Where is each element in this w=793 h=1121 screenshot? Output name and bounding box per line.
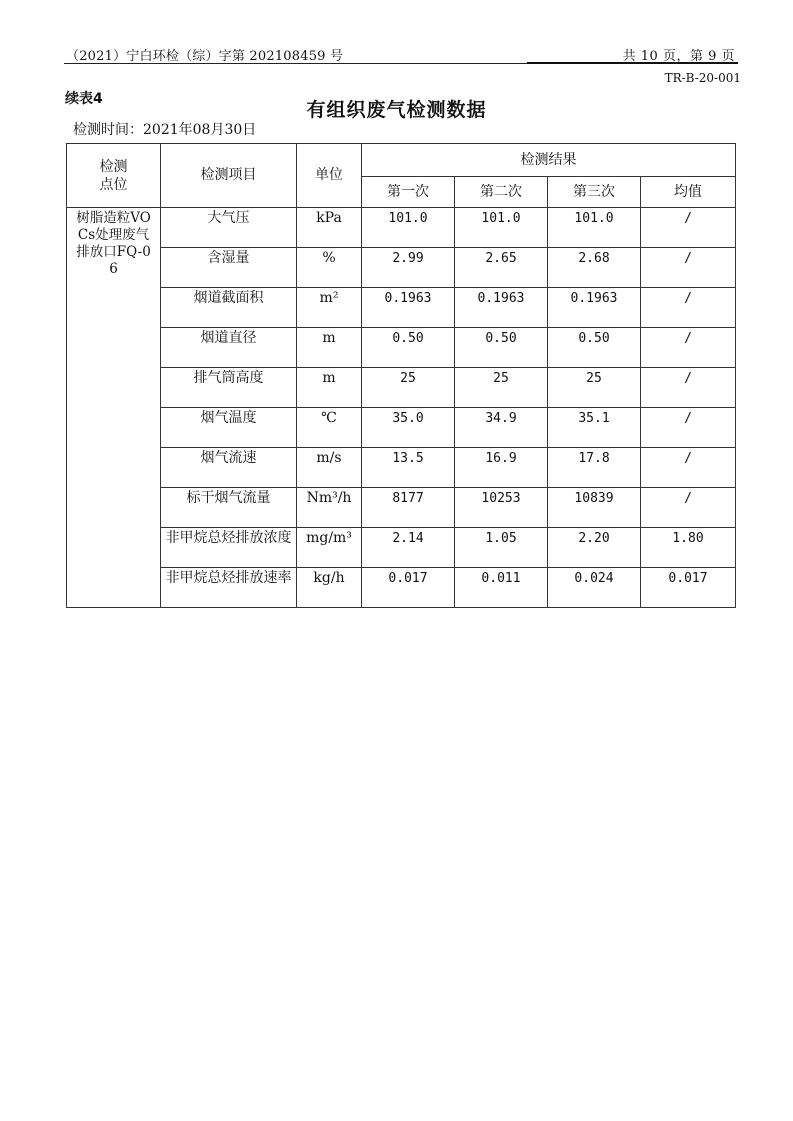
- item-cell: 大气压: [161, 208, 297, 248]
- header-unit: 单位: [297, 144, 362, 208]
- run-1-value: 25: [362, 368, 455, 408]
- results-table: [66, 143, 736, 608]
- item-cell: 烟道直径: [161, 328, 297, 368]
- run-2-value: 16.9: [455, 448, 548, 488]
- average-value: /: [641, 368, 736, 408]
- form-code: TR-B-20-001: [664, 71, 741, 85]
- run-3-value: 35.1: [548, 408, 641, 448]
- run-3-value: 0.1963: [548, 288, 641, 328]
- run-1-value: 13.5: [362, 448, 455, 488]
- run-1-value: 0.50: [362, 328, 455, 368]
- run-3-value: 10839: [548, 488, 641, 528]
- location-cell: [67, 208, 161, 608]
- average-value: 0.017: [641, 568, 736, 608]
- item-cell: 非甲烷总烃排放浓度: [161, 528, 297, 568]
- header-average: 均值: [641, 177, 736, 208]
- table-row: [67, 328, 736, 368]
- run-3-value: 101.0: [548, 208, 641, 248]
- unit-cell: mg/m³: [297, 528, 362, 568]
- run-1-value: 0.017: [362, 568, 455, 608]
- average-value: /: [641, 408, 736, 448]
- run-1-value: 2.14: [362, 528, 455, 568]
- run-3-value: 0.024: [548, 568, 641, 608]
- item-cell: 烟气流速: [161, 448, 297, 488]
- run-2-value: 34.9: [455, 408, 548, 448]
- run-2-value: 0.50: [455, 328, 548, 368]
- unit-cell: m/s: [297, 448, 362, 488]
- table-row: [67, 248, 736, 288]
- run-3-value: 25: [548, 368, 641, 408]
- unit-cell: m²: [297, 288, 362, 328]
- average-value: /: [641, 288, 736, 328]
- run-3-value: 2.20: [548, 528, 641, 568]
- run-1-value: 101.0: [362, 208, 455, 248]
- unit-cell: %: [297, 248, 362, 288]
- item-cell: 标干烟气流量: [161, 488, 297, 528]
- header-rule-accent: [527, 62, 738, 64]
- run-2-value: 2.65: [455, 248, 548, 288]
- header-item: 检测项目: [161, 144, 297, 208]
- header-run-3: 第三次: [548, 177, 641, 208]
- header-location: 检测点位: [67, 144, 161, 208]
- run-1-value: 8177: [362, 488, 455, 528]
- run-3-value: 2.68: [548, 248, 641, 288]
- run-2-value: 0.1963: [455, 288, 548, 328]
- table-row: [67, 208, 736, 248]
- run-2-value: 10253: [455, 488, 548, 528]
- item-cell: 含湿量: [161, 248, 297, 288]
- table-row: [67, 408, 736, 448]
- unit-cell: m: [297, 368, 362, 408]
- item-cell: 非甲烷总烃排放速率: [161, 568, 297, 608]
- page-title: 有组织废气检测数据: [306, 99, 487, 121]
- table-row: [67, 448, 736, 488]
- unit-cell: ℃: [297, 408, 362, 448]
- table-row: [67, 368, 736, 408]
- header-run-1: 第一次: [362, 177, 455, 208]
- average-value: /: [641, 328, 736, 368]
- location-label: 树脂造粒VOCs处理废气排放口FQ-06: [76, 210, 151, 277]
- run-1-value: 35.0: [362, 408, 455, 448]
- item-cell: 烟气温度: [161, 408, 297, 448]
- run-3-value: 17.8: [548, 448, 641, 488]
- average-value: /: [641, 448, 736, 488]
- table-row: [67, 288, 736, 328]
- continuation-label: 续表4: [65, 91, 103, 107]
- run-1-value: 2.99: [362, 248, 455, 288]
- item-cell: 排气筒高度: [161, 368, 297, 408]
- run-2-value: 101.0: [455, 208, 548, 248]
- unit-cell: Nm³/h: [297, 488, 362, 528]
- table-row: [67, 488, 736, 528]
- unit-cell: m: [297, 328, 362, 368]
- unit-cell: kPa: [297, 208, 362, 248]
- run-1-value: 0.1963: [362, 288, 455, 328]
- average-value: /: [641, 488, 736, 528]
- page-info: 共 10 页，第 9 页: [622, 49, 735, 64]
- report-number: （2021）宁白环检（综）字第 202108459 号: [66, 49, 344, 64]
- run-2-value: 25: [455, 368, 548, 408]
- header-results: 检测结果: [362, 144, 736, 177]
- table-row: [67, 528, 736, 568]
- table-row: [67, 568, 736, 608]
- header-run-2: 第二次: [455, 177, 548, 208]
- item-cell: 烟道截面积: [161, 288, 297, 328]
- run-3-value: 0.50: [548, 328, 641, 368]
- run-2-value: 0.011: [455, 568, 548, 608]
- detection-time: 检测时间：2021年08月30日: [73, 122, 257, 138]
- average-value: /: [641, 208, 736, 248]
- average-value: /: [641, 248, 736, 288]
- average-value: 1.80: [641, 528, 736, 568]
- run-2-value: 1.05: [455, 528, 548, 568]
- unit-cell: kg/h: [297, 568, 362, 608]
